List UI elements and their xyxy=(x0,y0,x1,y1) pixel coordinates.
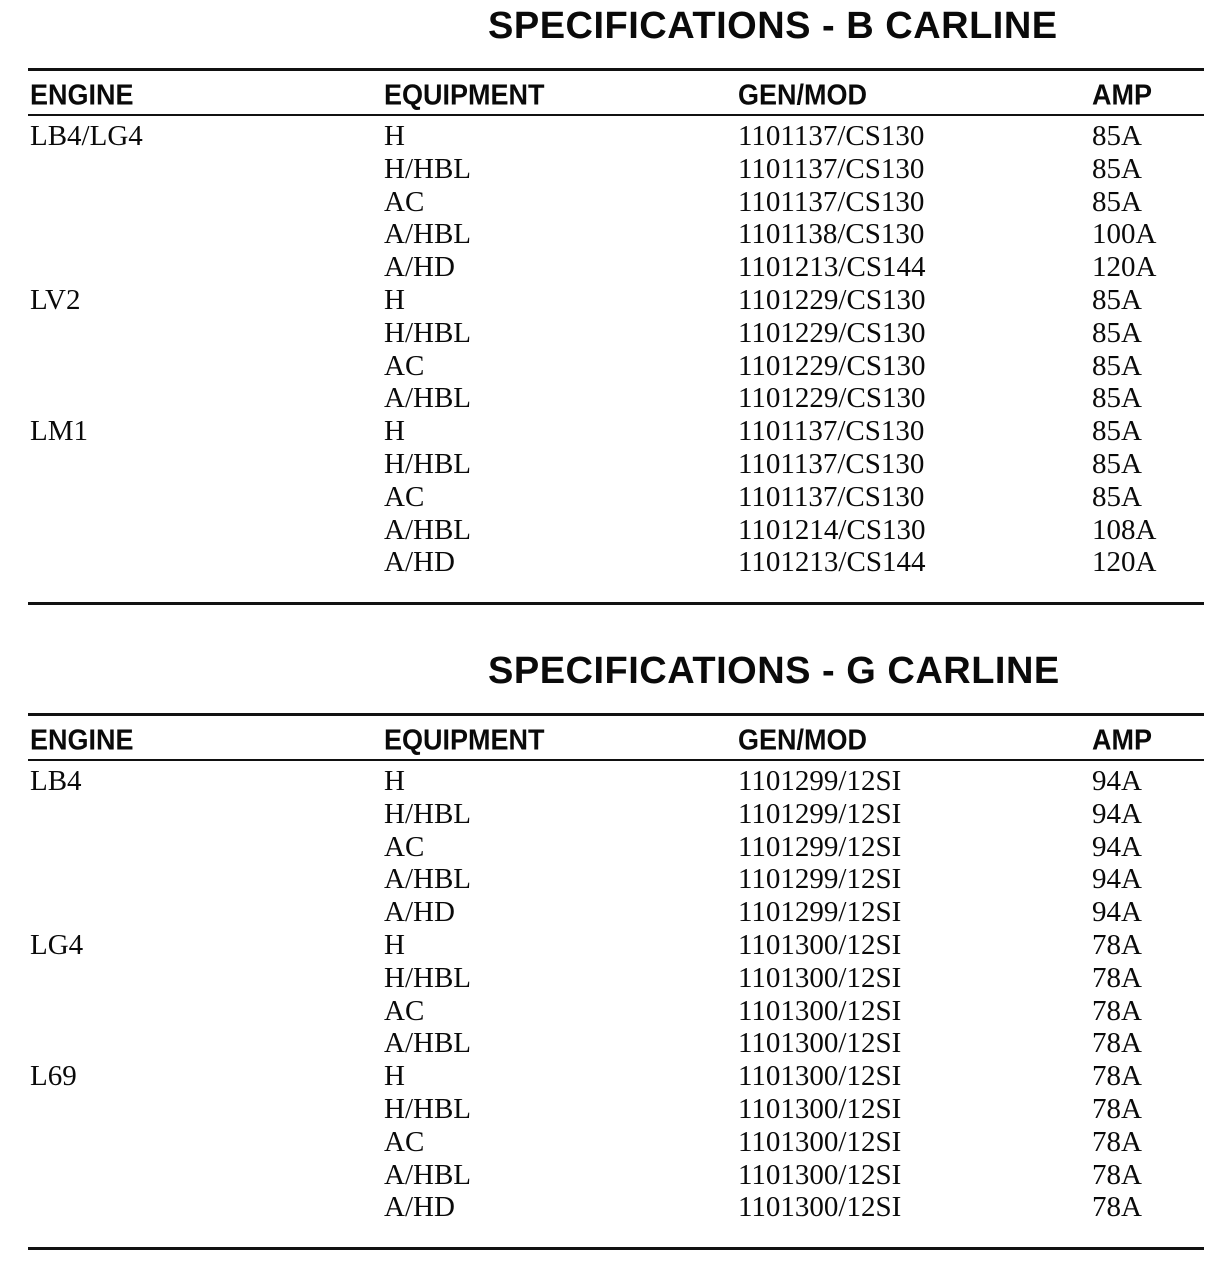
cell-equipment: A/HBL xyxy=(384,218,471,251)
cell-amp: 78A xyxy=(1092,1158,1142,1191)
cell-amp: 78A xyxy=(1092,1191,1142,1224)
cell-equipment: AC xyxy=(384,1125,425,1158)
cell-equipment: H xyxy=(384,120,405,152)
cell-amp: 85A xyxy=(1092,382,1142,415)
cell-amp: 120A xyxy=(1092,546,1157,579)
cell-amp: 78A xyxy=(1092,1125,1142,1158)
cell-engine: L69 xyxy=(30,1060,77,1093)
cell-gen-mod: 1101137/CS130 xyxy=(738,185,925,218)
cell-amp: 100A xyxy=(1092,218,1157,251)
cell-equipment: AC xyxy=(384,994,425,1027)
cell-gen-mod: 1101299/12SI xyxy=(738,830,902,863)
cell-equipment: H/HBL xyxy=(384,448,471,480)
cell-equipment: A/HBL xyxy=(384,863,471,896)
table-row xyxy=(0,831,1216,864)
cell-gen-mod: 1101229/CS130 xyxy=(738,382,926,415)
cell-amp: 78A xyxy=(1092,929,1142,961)
table-row xyxy=(0,415,1216,448)
bottom-rule xyxy=(28,602,1204,605)
table-row xyxy=(0,481,1216,514)
cell-equipment: H xyxy=(384,1060,405,1093)
cell-engine: LB4 xyxy=(30,765,82,797)
cell-amp: 85A xyxy=(1092,120,1142,152)
cell-equipment: A/HD xyxy=(384,251,455,284)
table-row xyxy=(0,120,1216,153)
table-row xyxy=(0,1093,1216,1126)
cell-amp: 94A xyxy=(1092,830,1142,863)
table-row xyxy=(0,765,1216,798)
cell-gen-mod: 1101300/12SI xyxy=(738,929,902,961)
header-engine: ENGINE xyxy=(30,724,134,756)
cell-amp: 94A xyxy=(1092,765,1142,797)
table-row xyxy=(0,863,1216,896)
table-row xyxy=(0,350,1216,383)
cell-amp: 78A xyxy=(1092,994,1142,1027)
table-row xyxy=(0,317,1216,350)
top-rule xyxy=(28,713,1204,716)
cell-amp: 78A xyxy=(1092,1093,1142,1125)
cell-amp: 85A xyxy=(1092,152,1142,185)
table-row xyxy=(0,284,1216,317)
cell-gen-mod: 1101299/12SI xyxy=(738,863,902,896)
cell-engine: LV2 xyxy=(30,284,81,316)
cell-amp: 78A xyxy=(1092,961,1142,994)
cell-gen-mod: 1101229/CS130 xyxy=(738,284,926,316)
cell-equipment: H xyxy=(384,765,405,797)
table-row xyxy=(0,251,1216,284)
cell-amp: 85A xyxy=(1092,316,1142,349)
cell-engine: LB4/LG4 xyxy=(30,120,143,152)
cell-gen-mod: 1101300/12SI xyxy=(738,1191,902,1224)
header-engine: ENGINE xyxy=(30,79,134,111)
cell-equipment: A/HD xyxy=(384,1191,455,1224)
cell-gen-mod: 1101213/CS144 xyxy=(738,251,926,284)
cell-equipment: A/HD xyxy=(384,546,455,579)
header-rule xyxy=(28,759,1204,761)
table-row xyxy=(0,546,1216,579)
table-row xyxy=(0,1126,1216,1159)
table-row xyxy=(0,1191,1216,1224)
table-header xyxy=(0,78,1216,112)
cell-gen-mod: 1101300/12SI xyxy=(738,1060,902,1093)
table-row xyxy=(0,153,1216,186)
header-gen-mod: GEN/MOD xyxy=(738,79,868,111)
header-equipment: EQUIPMENT xyxy=(384,724,545,756)
header-amp: AMP xyxy=(1092,724,1152,756)
table-row xyxy=(0,896,1216,929)
cell-amp: 94A xyxy=(1092,863,1142,896)
cell-gen-mod: 1101138/CS130 xyxy=(738,218,925,251)
table-row xyxy=(0,514,1216,547)
cell-equipment: H/HBL xyxy=(384,797,471,830)
cell-equipment: AC xyxy=(384,185,425,218)
table-row xyxy=(0,186,1216,219)
table-row xyxy=(0,962,1216,995)
page-title: SPECIFICATIONS - G CARLINE xyxy=(488,650,1060,692)
cell-gen-mod: 1101300/12SI xyxy=(738,994,902,1027)
header-equipment: EQUIPMENT xyxy=(384,79,545,111)
cell-equipment: AC xyxy=(384,830,425,863)
cell-gen-mod: 1101300/12SI xyxy=(738,1093,902,1125)
table-row xyxy=(0,1060,1216,1093)
cell-amp: 85A xyxy=(1092,349,1142,382)
cell-gen-mod: 1101137/CS130 xyxy=(738,415,925,448)
cell-gen-mod: 1101299/12SI xyxy=(738,896,902,929)
cell-amp: 120A xyxy=(1092,251,1157,284)
header-amp: AMP xyxy=(1092,79,1152,111)
cell-equipment: H/HBL xyxy=(384,1093,471,1125)
cell-equipment: H xyxy=(384,284,405,316)
cell-gen-mod: 1101213/CS144 xyxy=(738,546,926,579)
cell-amp: 85A xyxy=(1092,480,1142,513)
cell-equipment: H xyxy=(384,929,405,961)
table-row xyxy=(0,995,1216,1028)
cell-equipment: H/HBL xyxy=(384,961,471,994)
cell-equipment: AC xyxy=(384,480,425,513)
cell-amp: 108A xyxy=(1092,513,1157,546)
cell-amp: 85A xyxy=(1092,185,1142,218)
cell-amp: 85A xyxy=(1092,448,1142,480)
cell-gen-mod: 1101300/12SI xyxy=(738,1158,902,1191)
cell-equipment: A/HBL xyxy=(384,1027,471,1060)
cell-gen-mod: 1101300/12SI xyxy=(738,961,902,994)
cell-engine: LG4 xyxy=(30,929,84,961)
page-title: SPECIFICATIONS - B CARLINE xyxy=(488,5,1058,47)
cell-engine: LM1 xyxy=(30,415,88,448)
cell-gen-mod: 1101229/CS130 xyxy=(738,316,926,349)
top-rule xyxy=(28,68,1204,71)
cell-amp: 94A xyxy=(1092,797,1142,830)
cell-gen-mod: 1101299/12SI xyxy=(738,797,902,830)
cell-equipment: H/HBL xyxy=(384,152,471,185)
cell-equipment: H/HBL xyxy=(384,316,471,349)
cell-equipment: A/HD xyxy=(384,896,455,929)
cell-equipment: A/HBL xyxy=(384,1158,471,1191)
cell-gen-mod: 1101137/CS130 xyxy=(738,120,925,152)
table-header xyxy=(0,723,1216,757)
cell-gen-mod: 1101137/CS130 xyxy=(738,152,925,185)
bottom-rule xyxy=(28,1247,1204,1250)
cell-gen-mod: 1101299/12SI xyxy=(738,765,902,797)
cell-gen-mod: 1101137/CS130 xyxy=(738,480,925,513)
cell-equipment: AC xyxy=(384,349,425,382)
table-row xyxy=(0,448,1216,481)
header-rule xyxy=(28,114,1204,116)
cell-gen-mod: 1101137/CS130 xyxy=(738,448,925,480)
cell-gen-mod: 1101229/CS130 xyxy=(738,349,926,382)
cell-amp: 85A xyxy=(1092,284,1142,316)
header-gen-mod: GEN/MOD xyxy=(738,724,868,756)
table-row xyxy=(0,798,1216,831)
cell-amp: 94A xyxy=(1092,896,1142,929)
cell-gen-mod: 1101214/CS130 xyxy=(738,513,926,546)
cell-equipment: H xyxy=(384,415,405,448)
cell-amp: 85A xyxy=(1092,415,1142,448)
table-row xyxy=(0,218,1216,251)
table-row xyxy=(0,1159,1216,1192)
cell-gen-mod: 1101300/12SI xyxy=(738,1027,902,1060)
cell-amp: 78A xyxy=(1092,1027,1142,1060)
table-row xyxy=(0,382,1216,415)
table-row xyxy=(0,929,1216,962)
cell-gen-mod: 1101300/12SI xyxy=(738,1125,902,1158)
cell-equipment: A/HBL xyxy=(384,513,471,546)
cell-equipment: A/HBL xyxy=(384,382,471,415)
cell-amp: 78A xyxy=(1092,1060,1142,1093)
table-row xyxy=(0,1027,1216,1060)
